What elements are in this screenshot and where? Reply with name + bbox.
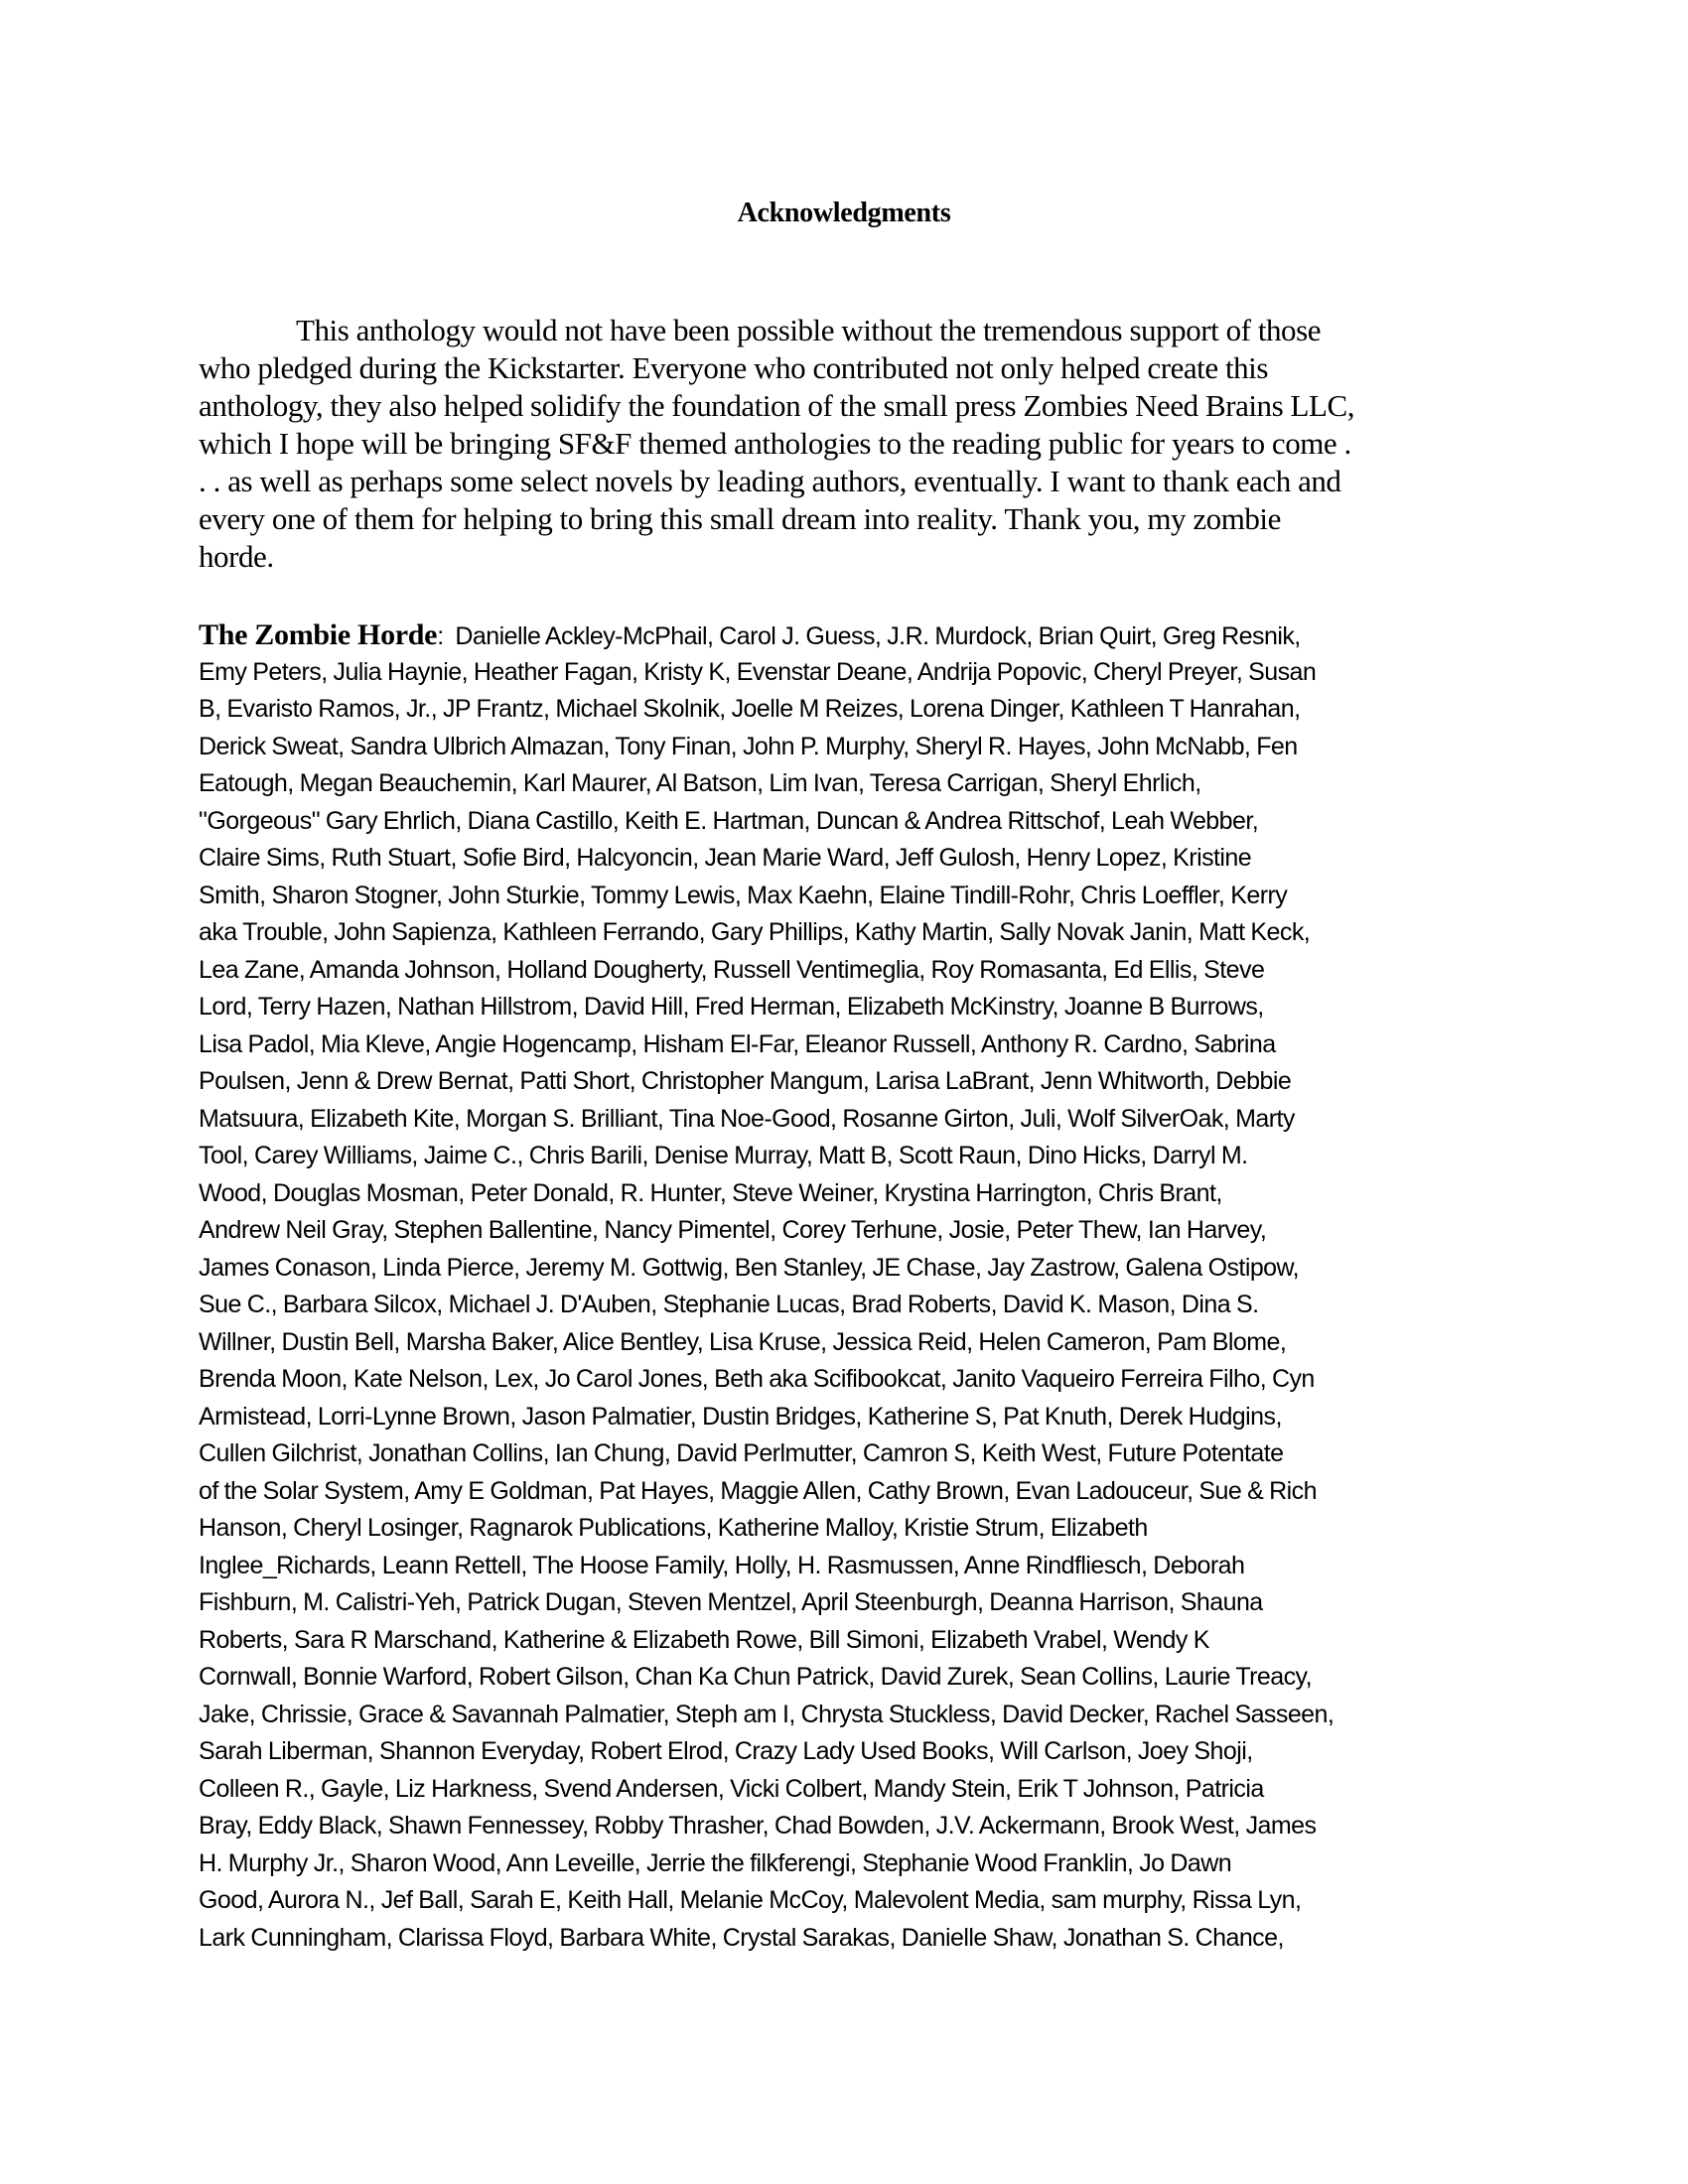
page-title: Acknowledgments — [737, 198, 951, 228]
horde-names-line: Lord, Terry Hazen, Nathan Hillstrom, David Hill, Fred Herman, Elizabeth McKinstry, Joanne B Burrows, — [199, 993, 1264, 1021]
intro-line: . . as well as perhaps some select novels by leading authors, eventually. I want to thank each and — [199, 464, 1341, 498]
horde-names-line: Willner, Dustin Bell, Marsha Baker, Alice Bentley, Lisa Kruse, Jessica Reid, Helen Cameron, Pam Blome, — [199, 1327, 1287, 1356]
horde-names-line: "Gorgeous" Gary Ehrlich, Diana Castillo, Keith E. Hartman, Duncan & Andrea Rittschof, Leah Webber, — [199, 806, 1259, 835]
horde-names-line: Andrew Neil Gray, Stephen Ballentine, Nancy Pimentel, Corey Terhune, Josie, Peter Thew, Ian Harvey, — [199, 1216, 1267, 1244]
horde-names-line: Wood, Douglas Mosman, Peter Donald, R. Hunter, Steve Weiner, Krystina Harrington, Chris Brant, — [199, 1178, 1222, 1207]
intro-line: which I hope will be bringing SF&F themed anthologies to the reading public for years to come . — [199, 426, 1351, 461]
horde-names-line: Derick Sweat, Sandra Ulbrich Almazan, Tony Finan, John P. Murphy, Sheryl R. Hayes, John McNabb, Fen — [199, 732, 1298, 760]
horde-names-line: Hanson, Cheryl Losinger, Ragnarok Publications, Katherine Malloy, Kristie Strum, Elizabeth — [199, 1514, 1148, 1542]
horde-first-line — [199, 616, 1489, 654]
horde-names-line: Fishburn, M. Calistri-Yeh, Patrick Dugan, Steven Mentzel, April Steenburgh, Deanna Harrison, Shauna — [199, 1588, 1263, 1616]
horde-names-line: B, Evaristo Ramos, Jr., JP Frantz, Michael Skolnik, Joelle M Reizes, Lorena Dinger, Kathleen T Hanrahan, — [199, 695, 1301, 723]
horde-names-line: aka Trouble, John Sapienza, Kathleen Ferrando, Gary Phillips, Kathy Martin, Sally Novak Janin, Matt Keck, — [199, 918, 1311, 946]
intro-paragraph — [199, 312, 1489, 576]
horde-names-line: Jake, Chrissie, Grace & Savannah Palmatier, Steph am I, Chrysta Stuckless, David Decker, Rachel Sasseen, — [199, 1700, 1335, 1728]
horde-names-line: Colleen R., Gayle, Liz Harkness, Svend Andersen, Vicki Colbert, Mandy Stein, Erik T Johnson, Patricia — [199, 1774, 1264, 1803]
horde-names-line: Danielle Ackley-McPhail, Carol J. Guess, J.R. Murdock, Brian Quirt, Greg Resnik, — [455, 622, 1301, 650]
horde-names-line: Cullen Gilchrist, Jonathan Collins, Ian Chung, David Perlmutter, Camron S, Keith West, Future Potentate — [199, 1439, 1284, 1467]
horde-names-line: Bray, Eddy Black, Shawn Fennessey, Robby Thrasher, Chad Bowden, J.V. Ackermann, Brook West, James — [199, 1812, 1317, 1840]
horde-names-line: Brenda Moon, Kate Nelson, Lex, Jo Carol Jones, Beth aka Scifibookcat, Janito Vaqueiro Ferreira Filho, Cyn — [199, 1365, 1315, 1393]
horde-names-line: Eatough, Megan Beauchemin, Karl Maurer, Al Batson, Lim Ivan, Teresa Carrigan, Sheryl Ehrlich, — [199, 769, 1201, 797]
horde-names-line: Cornwall, Bonnie Warford, Robert Gilson, Chan Ka Chun Patrick, David Zurek, Sean Collins, Laurie Treacy, — [199, 1663, 1313, 1691]
horde-names-line: Matsuura, Elizabeth Kite, Morgan S. Brilliant, Tina Noe-Good, Rosanne Girton, Juli, Wolf SilverOak, Marty — [199, 1104, 1295, 1133]
horde-names-line: Roberts, Sara R Marschand, Katherine & Elizabeth Rowe, Bill Simoni, Elizabeth Vrabel, Wendy K — [199, 1625, 1209, 1654]
horde-names-line: Good, Aurora N., Jef Ball, Sarah E, Keith Hall, Melanie McCoy, Malevolent Media, sam murphy, Rissa Lyn, — [199, 1886, 1302, 1914]
horde-names-line: H. Murphy Jr., Sharon Wood, Ann Leveille, Jerrie the filkferengi, Stephanie Wood Franklin, Jo Dawn — [199, 1848, 1232, 1877]
horde-names-line: Sue C., Barbara Silcox, Michael J. D'Auben, Stephanie Lucas, Brad Roberts, David K. Mason, Dina S. — [199, 1291, 1259, 1318]
horde-label: The Zombie Horde — [199, 618, 438, 651]
horde-names-line: Claire Sims, Ruth Stuart, Sofie Bird, Halcyoncin, Jean Marie Ward, Jeff Gulosh, Henry Lopez, Kristine — [199, 844, 1252, 872]
horde-names-line: of the Solar System, Amy E Goldman, Pat Hayes, Maggie Allen, Cathy Brown, Evan Ladouceur, Sue & Rich — [199, 1476, 1317, 1505]
horde-names-line: Tool, Carey Williams, Jaime C., Chris Barili, Denise Murray, Matt B, Scott Raun, Dino Hicks, Darryl M. — [199, 1142, 1248, 1169]
horde-names-line: Armistead, Lorri-Lynne Brown, Jason Palmatier, Dustin Bridges, Katherine S, Pat Knuth, Derek Hudgins, — [199, 1402, 1282, 1431]
horde-label-colon: : — [437, 622, 456, 650]
horde-names-line: Lark Cunningham, Clarissa Floyd, Barbara White, Crystal Sarakas, Danielle Shaw, Jonathan S. Chance, — [199, 1923, 1284, 1952]
horde-names-line: James Conason, Linda Pierce, Jeremy M. Gottwig, Ben Stanley, JE Chase, Jay Zastrow, Galena Ostipow, — [199, 1253, 1300, 1282]
horde-names-block — [199, 654, 1489, 1958]
horde-names-line: Poulsen, Jenn & Drew Bernat, Patti Short, Christopher Mangum, Larisa LaBrant, Jenn Whitworth, Debbie — [199, 1067, 1292, 1095]
horde-names-line: Lea Zane, Amanda Johnson, Holland Dougherty, Russell Ventimeglia, Roy Romasanta, Ed Ellis, Steve — [199, 955, 1265, 984]
intro-line: every one of them for helping to bring this small dream into reality. Thank you, my zombie — [199, 501, 1281, 536]
horde-names-line: Sarah Liberman, Shannon Everyday, Robert Elrod, Crazy Lady Used Books, Will Carlson, Joey Shoji, — [199, 1737, 1253, 1765]
horde-names-line: Lisa Padol, Mia Kleve, Angie Hogencamp, Hisham El-Far, Eleanor Russell, Anthony R. Cardno, Sabrina — [199, 1029, 1276, 1058]
intro-line: horde. — [199, 539, 274, 574]
zombie-horde-list — [199, 616, 1489, 1957]
intro-line: This anthology would not have been possible without the tremendous support of those — [296, 313, 1321, 347]
horde-names-line: Smith, Sharon Stogner, John Sturkie, Tommy Lewis, Max Kaehn, Elaine Tindill-Rohr, Chris Loeffler, Kerry — [199, 881, 1288, 909]
intro-line: who pledged during the Kickstarter. Everyone who contributed not only helped create this — [199, 350, 1268, 385]
horde-names-line: Inglee_Richards, Leann Rettell, The Hoose Family, Holly, H. Rasmussen, Anne Rindfliesch, Deborah — [199, 1551, 1245, 1579]
intro-line: anthology, they also helped solidify the foundation of the small press Zombies Need Brains LLC, — [199, 388, 1355, 423]
horde-names-line: Emy Peters, Julia Haynie, Heather Fagan, Kristy K, Evenstar Deane, Andrija Popovic, Cheryl Preyer, Susan — [199, 657, 1317, 686]
